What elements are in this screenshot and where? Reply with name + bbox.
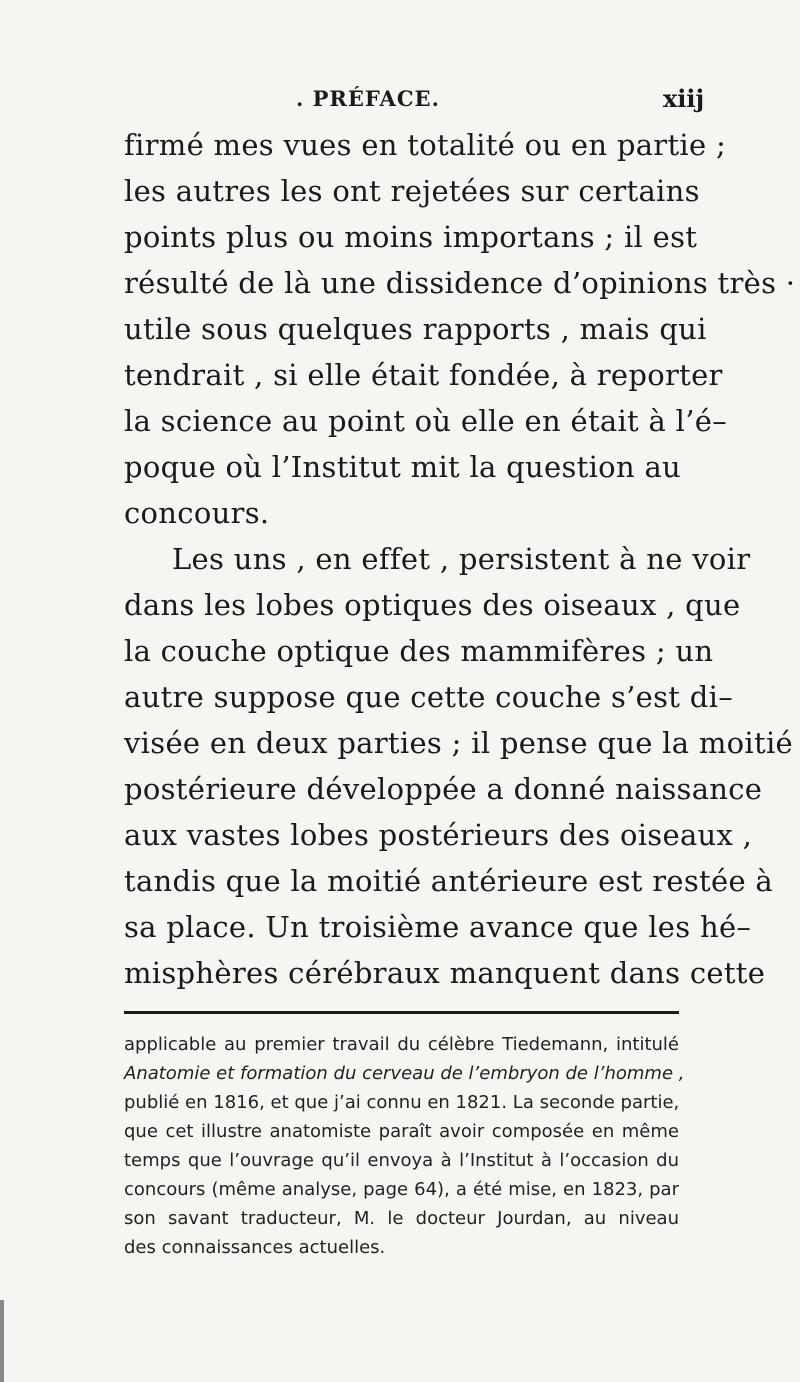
body-line: la couche optique des mammifères ; un [124,634,714,668]
body-line: la science au point où elle en était à l’é– [124,404,727,438]
body-line: aux vastes lobes postérieurs des oiseaux , [124,818,753,852]
page-edge-shadow [0,1300,4,1382]
body-line: misphères cérébraux manquent dans cette [124,956,766,990]
body-line: tendrait , si elle était fondée, à reporter [124,358,723,392]
footnote-line: Anatomie et formation du cerveau de l’embryon de l’homme , [124,1063,685,1084]
footnote-line: que cet illustre anatomiste paraît avoir composée en même [124,1121,679,1142]
footnote-line: publié en 1816, et que j’ai connu en 1821. La seconde partie, [124,1092,680,1113]
body-line: autre suppose que cette couche s’est di– [124,680,734,714]
body-line: les autres les ont rejetées sur certains [124,174,700,208]
body-line: firmé mes vues en totalité ou en partie ; [124,128,727,162]
footnote-separator [124,1011,679,1014]
footnote-line: temps que l’ouvrage qu’il envoya à l’Institut à l’occasion du [124,1150,679,1171]
footnote-line: concours (même analyse, page 64), a été mise, en 1823, par [124,1179,679,1200]
running-header-title: . PRÉFACE. [296,86,440,111]
body-line: dans les lobes optiques des oiseaux , que [124,588,741,622]
body-line: poque où l’Institut mit la question au [124,450,682,484]
body-line: sa place. Un troisième avance que les hé– [124,910,752,944]
body-line: tandis que la moitié antérieure est restée à [124,864,774,898]
page-number: xiij [663,84,705,113]
body-line: Les uns , en effet , persistent à ne voir [172,542,751,576]
footnote-line: des connaissances actuelles. [124,1237,386,1258]
body-line: utile sous quelques rapports , mais qui [124,312,707,346]
body-line: points plus ou moins importans ; il est [124,220,698,254]
footnote-line: applicable au premier travail du célèbre Tiedemann, intitulé [124,1034,679,1055]
body-line: concours. [124,496,270,530]
body-line: résulté de là une dissidence d’opinions très · [124,266,796,300]
body-line: visée en deux parties ; il pense que la moitié [124,726,793,760]
body-line: postérieure développée a donné naissance [124,772,763,806]
footnote-line: son savant traducteur, M. le docteur Jourdan, au niveau [124,1208,679,1229]
